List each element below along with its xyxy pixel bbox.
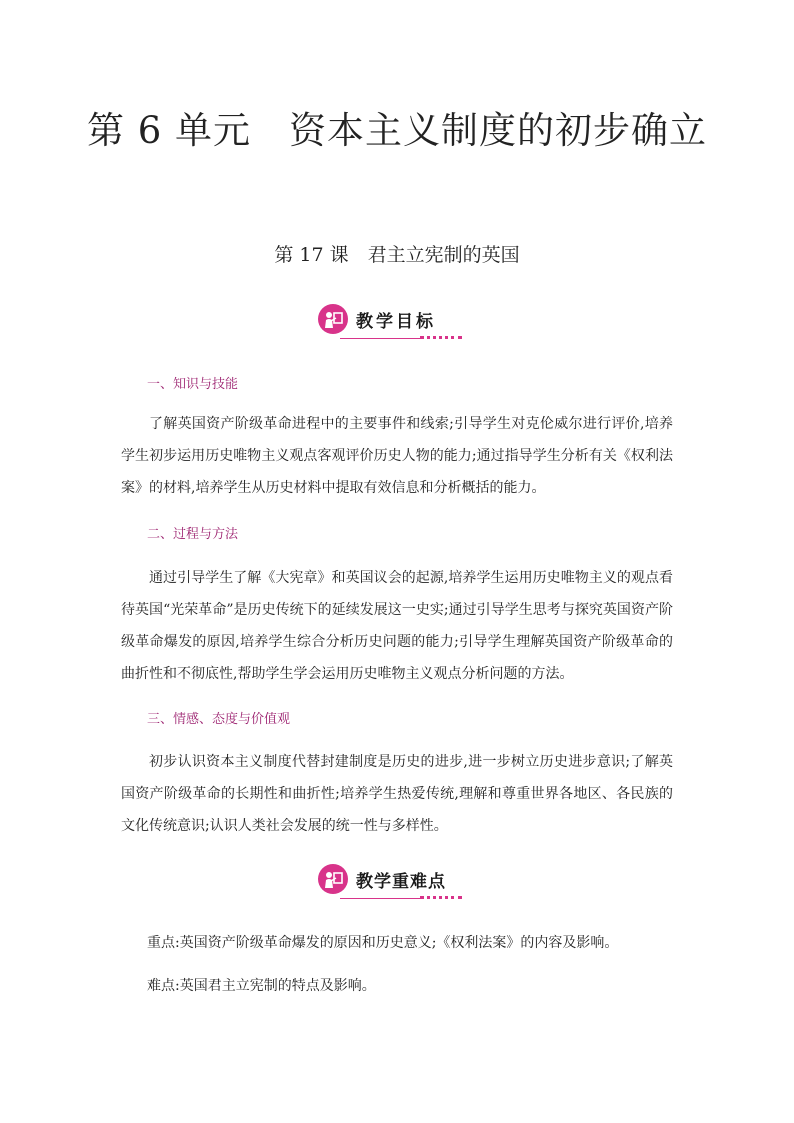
section-heading-knowledge: 一、知识与技能 xyxy=(147,377,239,392)
objectives-badge-underline xyxy=(340,338,420,339)
lesson-title: 第 17 课 君主立宪制的英国 xyxy=(274,244,520,266)
section-heading-values: 三、情感、态度与价值观 xyxy=(147,712,291,727)
objectives-badge xyxy=(318,304,436,334)
key-points-badge-underline xyxy=(340,898,420,899)
unit-title: 第 6 单元 资本主义制度的初步确立 xyxy=(86,109,708,152)
teacher-board-icon xyxy=(318,304,348,334)
difficult-point: 难点:英国君主立宪制的特点及影响。 xyxy=(147,978,376,994)
key-points-badge-label: 教学重难点 xyxy=(356,871,446,892)
section-body-values: 初步认识资本主义制度代替封建制度是历史的进步,进一步树立历史进步意识;了解英国资产阶级革命的长期性和曲折性;培养学生热爱传统,理解和尊重世界各地区、各民族的文化传统意识;认识人类社会发展的统一性与多样性。 xyxy=(121,754,673,834)
objectives-badge-label: 教学目标 xyxy=(356,311,436,332)
teacher-board-icon xyxy=(318,864,348,894)
section-heading-process: 二、过程与方法 xyxy=(147,527,239,542)
key-points-badge xyxy=(318,864,446,894)
section-body-knowledge: 了解英国资产阶级革命进程中的主要事件和线索;引导学生对克伦威尔进行评价,培养学生初步运用历史唯物主义观点客观评价历史人物的能力;通过指导学生分析有关《权利法案》的材料,培养学生从历史材料中提取有效信息和分析概括的能力。 xyxy=(121,416,673,496)
key-points-badge-dots xyxy=(420,896,462,899)
objectives-badge-dots xyxy=(420,336,462,339)
section-body-process: 通过引导学生了解《大宪章》和英国议会的起源,培养学生运用历史唯物主义的观点看待英国“光荣革命”是历史传统下的延续发展这一史实;通过引导学生思考与探究英国资产阶级革命爆发的原因,培养学生综合分析历史问题的能力;引导学生理解英国资产阶级革命的曲折性和不彻底性,帮助学生学会运用历史唯物主义观点分析问题的方法。 xyxy=(121,570,673,682)
important-point: 重点:英国资产阶级革命爆发的原因和历史意义;《权利法案》的内容及影响。 xyxy=(147,935,619,951)
